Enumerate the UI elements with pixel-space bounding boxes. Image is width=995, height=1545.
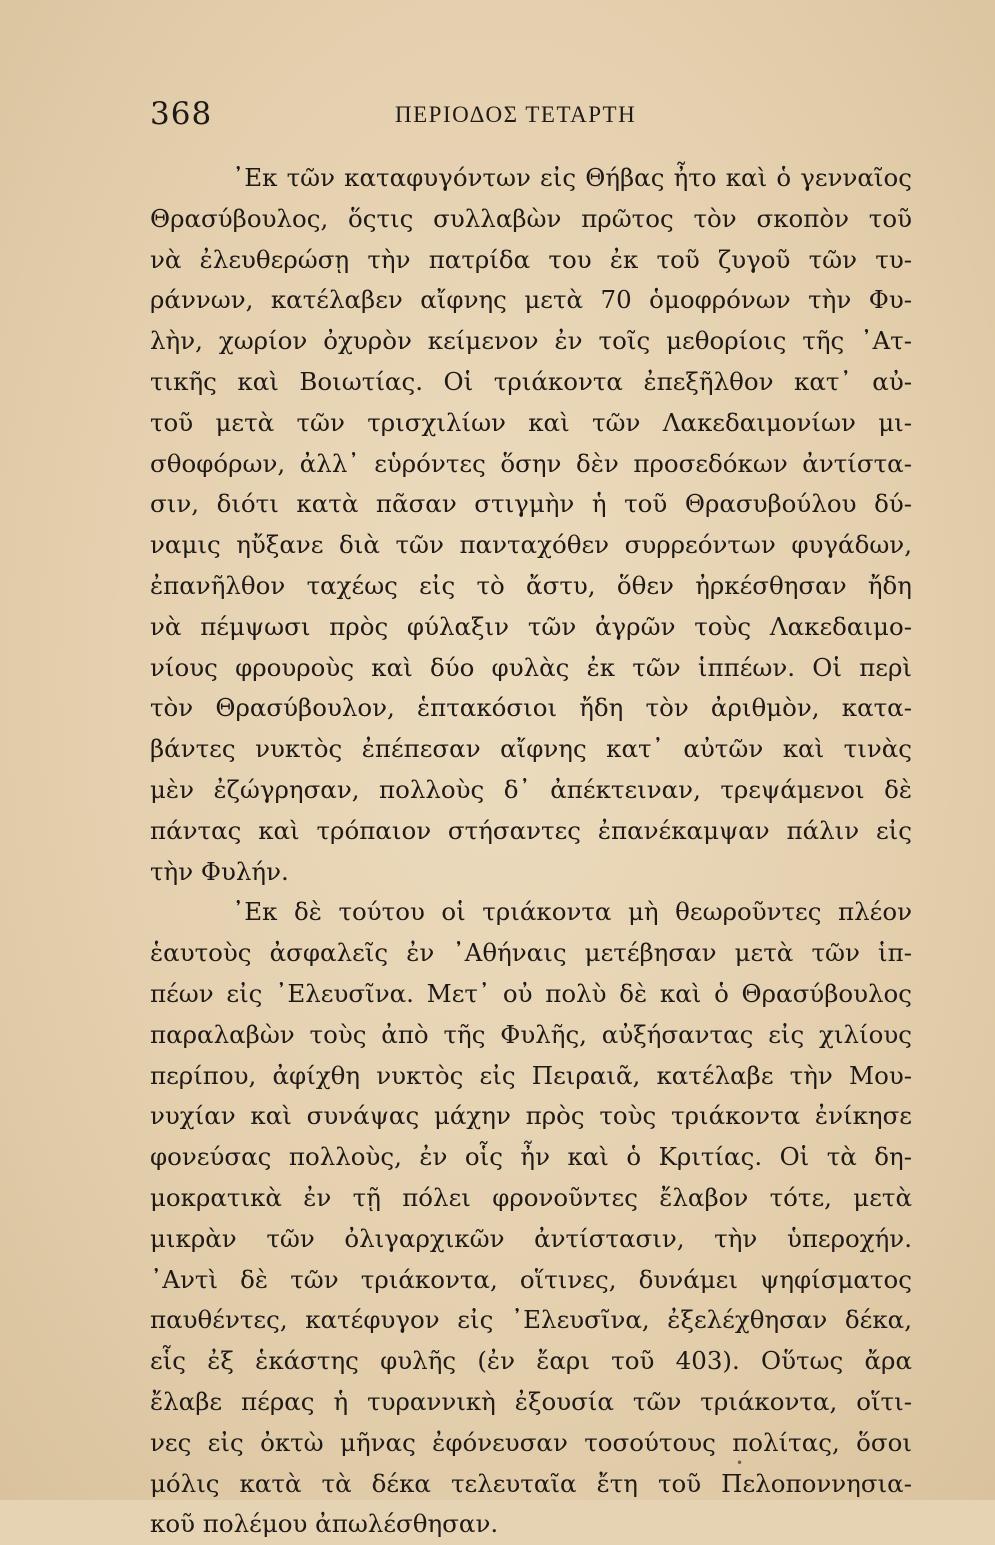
body-text xyxy=(150,158,912,1545)
text-line: τικῆς καὶ Βοιωτίας. Οἱ τριάκοντα ἐπεξῆλθον κατ᾿ αὐ- xyxy=(150,366,912,396)
text-line: ράννων, κατέλαβεν αἴφνης μετὰ 70 ὁμοφρόνων τὴν Φυ- xyxy=(150,285,912,315)
text-line: σιν, διότι κατὰ πᾶσαν στιγμὴν ἡ τοῦ Θρασυβούλου δύ- xyxy=(150,489,912,519)
text-line: νίους φρουροὺς καὶ δύο φυλὰς ἐκ τῶν ἱππέων. Οἱ περὶ xyxy=(150,652,912,682)
running-head: ΠΕΡΙΟΔΟΣ ΤΕΤΑΡΤΗ xyxy=(395,102,637,127)
text-line: σθοφόρων, ἀλλ᾿ εὑρόντες ὅσην δὲν προσεδόκων ἀντίστα- xyxy=(150,448,912,478)
text-line: νες εἰς ὀκτὼ μῆνας ἐφόνευσαν τοσούτους πολίτας, ὅσοι xyxy=(150,1427,912,1457)
text-line: κοῦ πολέμου ἀπωλέσθησαν. xyxy=(150,1509,499,1539)
text-line: μὲν ἐζώγρησαν, πολλοὺς δ᾿ ἀπέκτειναν, τρεψάμενοι δὲ xyxy=(150,774,912,804)
text-line: ᾿Εκ τῶν καταφυγόντων εἰς Θήβας ἦτο καὶ ὁ γενναῖος xyxy=(232,163,912,192)
text-line: Θρασύβουλος, ὅςτις συλλαβὼν πρῶτος τὸν σκοπὸν τοῦ xyxy=(150,203,912,233)
text-line: λὴν, χωρίον ὀχυρὸν κείμενον ἐν τοῖς μεθορίοις τῆς ᾿Ατ- xyxy=(150,326,912,356)
text-line: τὸν Θρασύβουλον, ἑπτακόσιοι ἤδη τὸν ἀριθμὸν, κατα- xyxy=(150,693,912,723)
text-line: νυχίαν καὶ συνάψας μάχην πρὸς τοὺς τριάκοντα ἐνίκησε xyxy=(150,1101,912,1131)
text-line: μοκρατικὰ ἐν τῇ πόλει φρονοῦντες ἔλαβον τότε, μετὰ xyxy=(150,1182,912,1212)
text-line: παυθέντες, κατέφυγον εἰς ᾿Ελευσῖνα, ἐξελέχθησαν δέκα, xyxy=(150,1305,912,1335)
page-header xyxy=(150,96,905,146)
page-number: 368 xyxy=(150,96,213,132)
text-line: ᾿Αντὶ δὲ τῶν τριάκοντα, οἵτινες, δυνάμει ψηφίσματος xyxy=(150,1264,912,1294)
text-line: ἐπανῆλθον ταχέως εἰς τὸ ἄστυ, ὅθεν ἠρκέσθησαν ἤδη xyxy=(150,570,912,600)
text-line: μόλις κατὰ τὰ δέκα τελευταῖα ἔτη τοῦ Πελοποννησια- xyxy=(150,1468,912,1498)
text-line: περίπου, ἀφίχθη νυκτὸς εἰς Πειραιᾶ, κατέλαβε τὴν Μου- xyxy=(150,1060,912,1090)
text-line: ᾿Εκ δὲ τούτου οἱ τριάκοντα μὴ θεωροῦντες πλέον xyxy=(232,897,912,927)
ink-mark: • xyxy=(736,1456,744,1470)
text-line: παραλαβὼν τοὺς ἀπὸ τῆς Φυλῆς, αὐξήσαντας εἰς χιλίους xyxy=(150,1019,912,1049)
text-line: φονεύσας πολλοὺς, ἐν οἷς ἦν καὶ ὁ Κριτίας. Οἱ τὰ δη- xyxy=(150,1142,912,1172)
text-line: βάντες νυκτὸς ἐπέπεσαν αἴφνης κατ᾿ αὐτῶν καὶ τινὰς xyxy=(150,734,912,764)
text-line: ἔλαβε πέρας ἡ τυραννικὴ ἐξουσία τῶν τριάκοντα, οἵτι- xyxy=(150,1386,912,1416)
text-line: τοῦ μετὰ τῶν τρισχιλίων καὶ τῶν Λακεδαιμονίων μι- xyxy=(150,407,912,437)
text-line: μικρὰν τῶν ὀλιγαρχικῶν ἀντίστασιν, τὴν ὑπεροχήν. xyxy=(150,1223,912,1253)
text-line: νὰ πέμψωσι πρὸς φύλαξιν τῶν ἀγρῶν τοὺς Λακεδαιμο- xyxy=(150,611,912,641)
text-line: νὰ ἐλευθερώσῃ τὴν πατρίδα του ἐκ τοῦ ζυγοῦ τῶν τυ- xyxy=(150,244,912,274)
text-line: εἷς ἐξ ἑκάστης φυλῆς (ἐν ἔαρι τοῦ 403). Οὕτως ἄρα xyxy=(150,1346,912,1376)
text-line: ναμις ηὔξανε διὰ τῶν πανταχόθεν συρρεόντων φυγάδων, xyxy=(150,530,912,560)
text-line: ἑαυτοὺς ἀσφαλεῖς ἐν ᾿Αθήναις μετέβησαν μετὰ τῶν ἱπ- xyxy=(150,938,912,968)
text-line: πέων εἰς ᾿Ελευσῖνα. Μετ᾿ οὐ πολὺ δὲ καὶ ὁ Θρασύβουλος xyxy=(150,978,912,1008)
text-line: πάντας καὶ τρόπαιον στήσαντες ἐπανέκαμψαν πάλιν εἰς xyxy=(150,815,912,845)
text-line: τὴν Φυλήν. xyxy=(150,856,289,886)
